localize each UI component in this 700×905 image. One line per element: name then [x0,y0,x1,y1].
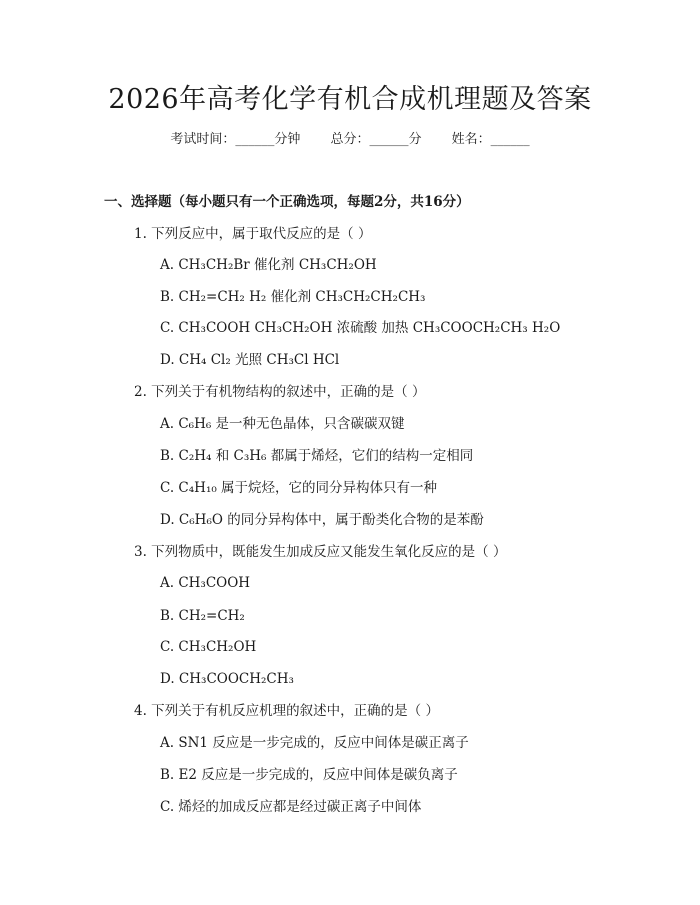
question-2-option-c: C. C₄H₁₀ 属于烷烃，它的同分异构体只有一种 [160,480,438,496]
exam-info [0,130,700,150]
question-2-option-d: D. C₆H₆O 的同分异构体中，属于酚类化合物的是苯酚 [160,512,484,528]
exam-name: 姓名：______ [451,132,530,147]
question-3-option-b: B. CH₂=CH₂ [160,608,245,624]
exam-title: 2026年高考化学有机合成机理题及答案 [108,84,592,115]
section-title: 一、选择题（每小题只有一个正确选项，每题2分，共16分） [104,194,470,210]
question-2-option-b: B. C₂H₄ 和 C₃H₆ 都属于烯烃，它们的结构一定相同 [160,448,474,464]
question-3-stem: 3. 下列物质中，既能发生加成反应又能发生氧化反应的是（ ） [134,544,507,560]
question-1-option-b: B. CH₂=CH₂ H₂ 催化剂 CH₃CH₂CH₂CH₃ [160,289,426,305]
exam-time: 考试时间：______分钟 [170,132,301,147]
question-2-option-a: A. C₆H₆ 是一种无色晶体，只含碳碳双键 [160,416,405,432]
question-1-option-d: D. CH₄ Cl₂ 光照 CH₃Cl HCl [160,352,340,368]
question-3-option-d: D. CH₃COOCH₂CH₃ [160,671,294,687]
question-1-stem: 1. 下列反应中，属于取代反应的是（ ） [134,226,372,242]
question-1-option-c: C. CH₃COOH CH₃CH₂OH 浓硫酸 加热 CH₃COOCH₂CH₃ H₂O [160,320,561,336]
question-1-option-a: A. CH₃CH₂Br 催化剂 CH₃CH₂OH [160,257,377,273]
question-4-stem: 4. 下列关于有机反应机理的叙述中，正确的是（ ） [134,703,439,719]
exam-total-score: 总分：______分 [330,132,422,147]
question-4-option-b: B. E2 反应是一步完成的，反应中间体是碳负离子 [160,767,458,783]
question-4-option-c: C. 烯烃的加成反应都是经过碳正离子中间体 [160,799,422,815]
question-2-stem: 2. 下列关于有机物结构的叙述中，正确的是（ ） [134,384,426,400]
question-3-option-c: C. CH₃CH₂OH [160,639,257,655]
question-3-option-a: A. CH₃COOH [160,575,251,591]
question-4-option-a: A. SN1 反应是一步完成的，反应中间体是碳正离子 [160,735,469,751]
